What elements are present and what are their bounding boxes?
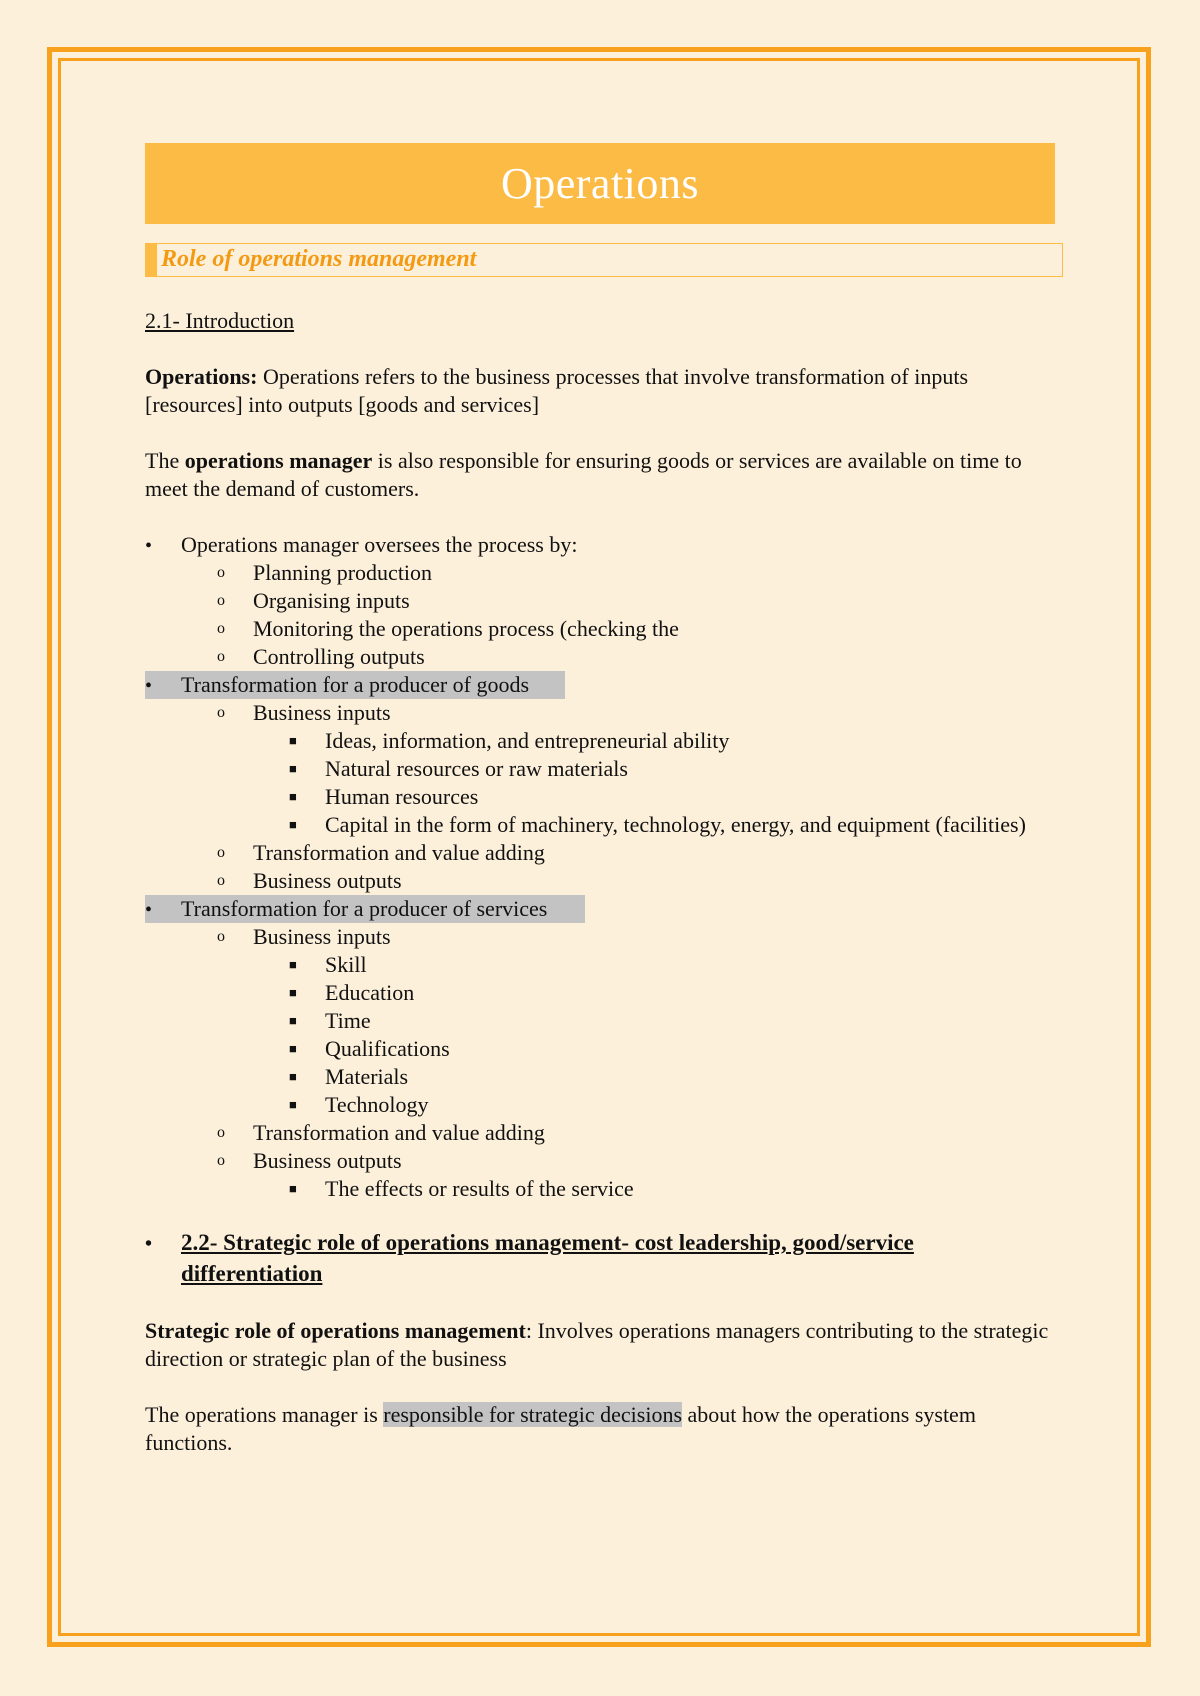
list-item xyxy=(289,979,1057,1007)
list-item-text: Business inputs xyxy=(253,924,391,949)
list-item xyxy=(217,699,1057,839)
list-item-text: Materials xyxy=(325,1064,409,1089)
circle-bullet-icon: o xyxy=(217,928,225,945)
strategic-bold: Strategic role of operations management xyxy=(145,1318,526,1343)
list-item xyxy=(145,531,1057,671)
services-sublist xyxy=(145,923,1057,1203)
bullet-icon xyxy=(145,1227,165,1260)
list-item-text: Transformation and value adding xyxy=(253,840,545,865)
list-item xyxy=(217,867,1057,895)
services-label: Transformation for a producer of services xyxy=(181,896,548,921)
list-item-text: Controlling outputs xyxy=(253,644,425,669)
manager-paragraph xyxy=(145,447,1057,503)
list-item-text: Skill xyxy=(325,952,367,977)
final-paragraph xyxy=(145,1401,1057,1457)
square-bullet-icon: ■ xyxy=(289,1181,297,1196)
list-item-text: Capital in the form of machinery, technology, energy, and equipment (facilities) xyxy=(325,812,1026,837)
list-item-text: Ideas, information, and entrepreneurial ability xyxy=(325,728,730,753)
square-bullet-icon: ■ xyxy=(289,1069,297,1084)
list-item xyxy=(289,1063,1057,1091)
title-banner xyxy=(145,143,1055,224)
subtitle-box xyxy=(145,243,1063,277)
list-item xyxy=(289,727,1057,755)
square-bullet-icon: ■ xyxy=(289,1041,297,1056)
list-item xyxy=(289,951,1057,979)
main-list xyxy=(145,531,1057,1203)
square-bullet-icon: ■ xyxy=(289,789,297,804)
manager-bold: operations manager xyxy=(184,448,373,473)
square-bullet-icon: ■ xyxy=(289,733,297,748)
list-item-text: Monitoring the operations process (checking the xyxy=(253,616,679,641)
circle-bullet-icon: o xyxy=(217,844,225,861)
list-item xyxy=(217,587,1057,615)
list-item xyxy=(289,755,1057,783)
list-item xyxy=(289,783,1057,811)
list-item xyxy=(217,923,1057,1119)
list-item xyxy=(217,615,1057,643)
circle-bullet-icon: o xyxy=(217,620,225,637)
subtitle: Role of operations management xyxy=(161,246,477,272)
section-strategic-text: 2.2- Strategic role of operations management- cost leadership, good/service differentiation xyxy=(181,1230,914,1286)
list-item xyxy=(217,1119,1057,1147)
square-bullet-icon: ■ xyxy=(289,761,297,776)
definition-term: Operations: xyxy=(145,364,258,389)
section-strategic-heading xyxy=(145,1227,1057,1289)
list-item xyxy=(217,559,1057,587)
list-item-text: Business outputs xyxy=(253,868,402,893)
document-body xyxy=(145,143,1057,1457)
circle-bullet-icon: o xyxy=(217,592,225,609)
strategic-paragraph xyxy=(145,1317,1057,1373)
list-item xyxy=(289,1175,1057,1203)
final-pre: The operations manager is xyxy=(145,1402,384,1427)
square-bullet-icon: ■ xyxy=(289,985,297,1000)
square-bullet-icon: ■ xyxy=(289,1097,297,1112)
bullet-icon xyxy=(145,531,165,560)
list-item-text: The effects or results of the service xyxy=(325,1176,634,1201)
bullet-icon xyxy=(145,895,165,924)
circle-bullet-icon: o xyxy=(217,648,225,665)
list-item xyxy=(289,811,1057,839)
definition-paragraph xyxy=(145,363,1057,419)
circle-bullet-icon: o xyxy=(217,872,225,889)
strategic-text: : Involves operations managers contributing to the strategic direction or strategic plan of the business xyxy=(145,1318,1049,1371)
list-item xyxy=(145,895,1057,1203)
services-outputs-sublist xyxy=(253,1175,1057,1203)
list-item-text: Transformation and value adding xyxy=(253,1120,545,1145)
definition-text: Operations refers to the business processes that involve transformation of inputs [resources] into outputs [goods and services] xyxy=(145,364,969,417)
list-item-text: Human resources xyxy=(325,784,479,809)
oversees-label: Operations manager oversees the process by: xyxy=(181,532,578,557)
manager-post: is also responsible for ensuring goods or services are available on time to meet the demand of customers. xyxy=(145,448,1022,501)
circle-bullet-icon: o xyxy=(217,704,225,721)
list-item-text: Planning production xyxy=(253,560,433,585)
circle-bullet-icon: o xyxy=(217,1124,225,1141)
section-intro-heading: 2.1- Introduction xyxy=(145,308,295,333)
oversees-sublist xyxy=(145,559,1057,671)
circle-bullet-icon: o xyxy=(217,564,225,581)
final-post: about how the operations system functions. xyxy=(145,1402,976,1455)
list-item xyxy=(217,643,1057,671)
square-bullet-icon: ■ xyxy=(289,957,297,972)
list-item xyxy=(217,1147,1057,1203)
list-item xyxy=(289,1035,1057,1063)
list-item xyxy=(289,1091,1057,1119)
list-item xyxy=(217,839,1057,867)
list-item-text: Time xyxy=(325,1008,371,1033)
list-item-text: Education xyxy=(325,980,415,1005)
circle-bullet-icon: o xyxy=(217,1152,225,1169)
list-item-text: Organising inputs xyxy=(253,588,410,613)
goods-sublist xyxy=(145,699,1057,895)
list-item-text: Business outputs xyxy=(253,1148,402,1173)
final-highlight: responsible for strategic decisions xyxy=(383,1402,683,1427)
page-title: Operations xyxy=(500,158,700,208)
goods-inputs-sublist xyxy=(253,727,1057,839)
bullet-icon xyxy=(145,671,165,700)
goods-label: Transformation for a producer of goods xyxy=(181,672,530,697)
list-item xyxy=(145,671,1057,895)
list-item-text: Natural resources or raw materials xyxy=(325,756,628,781)
manager-pre: The xyxy=(145,448,185,473)
square-bullet-icon: ■ xyxy=(289,1013,297,1028)
list-item-text: Technology xyxy=(325,1092,429,1117)
square-bullet-icon: ■ xyxy=(289,817,297,832)
list-item xyxy=(289,1007,1057,1035)
list-item-text: Qualifications xyxy=(325,1036,450,1061)
services-inputs-sublist xyxy=(253,951,1057,1119)
list-item-text: Business inputs xyxy=(253,700,391,725)
